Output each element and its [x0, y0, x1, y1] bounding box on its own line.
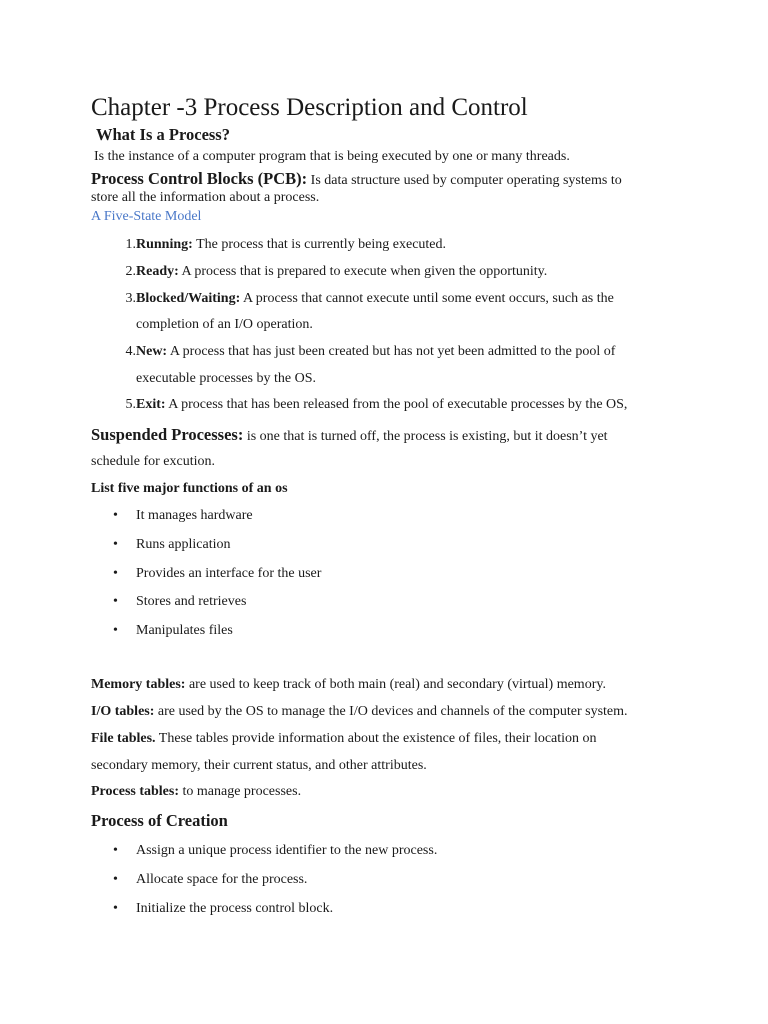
function-item: Runs application — [136, 537, 231, 552]
state-term: New: — [136, 344, 168, 359]
bullet-icon: • — [113, 623, 118, 638]
creation-item: Assign a unique process identifier to the new process. — [136, 843, 438, 858]
list-item — [112, 344, 615, 360]
list-number: 1. — [125, 237, 136, 252]
memory-tables-term: Memory tables: — [91, 677, 186, 692]
bullet-icon: • — [113, 872, 118, 887]
process-definition: Is the instance of a computer program that is being executed by one or many threads. — [94, 149, 570, 164]
state-text: A process that has been released from the pool of executable processes by the OS, — [168, 397, 628, 412]
functions-heading: List five major functions of an os — [91, 481, 288, 496]
list-item — [112, 264, 547, 280]
list-item — [113, 901, 334, 917]
creation-heading: Process of Creation — [91, 811, 228, 830]
list-item — [113, 594, 247, 610]
list-item — [112, 237, 446, 253]
list-item — [112, 291, 614, 307]
heading-what-is-process: What Is a Process? — [96, 125, 230, 144]
io-tables-paragraph — [91, 704, 628, 720]
list-item — [112, 397, 627, 413]
suspended-term: Suspended Processes: — [91, 425, 244, 444]
state-term: Blocked/Waiting: — [136, 291, 241, 306]
state-text: A process that has just been created but has not yet been admitted to the pool of — [169, 344, 616, 359]
function-item: Stores and retrieves — [136, 594, 247, 609]
function-item: It manages hardware — [136, 508, 253, 523]
list-item — [113, 537, 231, 553]
bullet-icon: • — [113, 594, 118, 609]
io-tables-term: I/O tables: — [91, 704, 155, 719]
state-term: Exit: — [136, 397, 166, 412]
io-tables-text: are used by the OS to manage the I/O devices and channels of the computer system. — [157, 704, 628, 719]
list-item — [113, 623, 233, 639]
list-number: 5. — [125, 397, 136, 412]
function-item: Manipulates files — [136, 623, 233, 638]
creation-item: Initialize the process control block. — [136, 901, 334, 916]
state-text-continued: completion of an I/O operation. — [136, 317, 313, 332]
file-tables-term: File tables. — [91, 731, 156, 746]
function-item: Provides an interface for the user — [136, 566, 322, 581]
list-item — [113, 872, 308, 888]
pcb-term: Process Control Blocks (PCB): — [91, 169, 308, 188]
five-state-model-link[interactable]: A Five-State Model — [91, 209, 202, 224]
file-tables-text: These tables provide information about the existence of files, their location on — [158, 731, 597, 746]
list-number: 3. — [125, 291, 136, 306]
pcb-paragraph — [91, 169, 622, 189]
suspended-text-1: is one that is turned off, the process is existing, but it doesn’t yet — [246, 429, 608, 444]
list-item — [113, 566, 322, 582]
bullet-icon: • — [113, 901, 118, 916]
list-item — [113, 843, 438, 859]
state-text-continued: executable processes by the OS. — [136, 371, 316, 386]
process-tables-paragraph — [91, 784, 301, 800]
pcb-text-1: Is data structure used by computer operating systems to — [310, 173, 622, 188]
file-tables-text-2: secondary memory, their current status, and other attributes. — [91, 758, 427, 773]
bullet-icon: • — [113, 843, 118, 858]
pcb-text-2: store all the information about a process. — [91, 190, 320, 205]
process-tables-text: to manage processes. — [182, 784, 302, 799]
suspended-text-2: schedule for excution. — [91, 454, 216, 469]
list-number: 4. — [125, 344, 136, 359]
process-tables-term: Process tables: — [91, 784, 179, 799]
memory-tables-text: are used to keep track of both main (real) and secondary (virtual) memory. — [188, 677, 606, 692]
bullet-icon: • — [113, 566, 118, 581]
bullet-icon: • — [113, 508, 118, 523]
list-number: 2. — [125, 264, 136, 279]
bullet-icon: • — [113, 537, 118, 552]
state-text: A process that is prepared to execute when given the opportunity. — [181, 264, 548, 279]
state-term: Running: — [136, 237, 193, 252]
list-item — [113, 508, 253, 524]
page-title: Chapter -3 Process Description and Control — [91, 94, 528, 121]
state-text: A process that cannot execute until some event occurs, such as the — [242, 291, 614, 306]
creation-item: Allocate space for the process. — [136, 872, 308, 887]
suspended-paragraph — [91, 425, 608, 445]
memory-tables-paragraph — [91, 677, 606, 693]
file-tables-paragraph — [91, 731, 597, 747]
state-text: The process that is currently being executed. — [196, 237, 447, 252]
state-term: Ready: — [136, 264, 179, 279]
